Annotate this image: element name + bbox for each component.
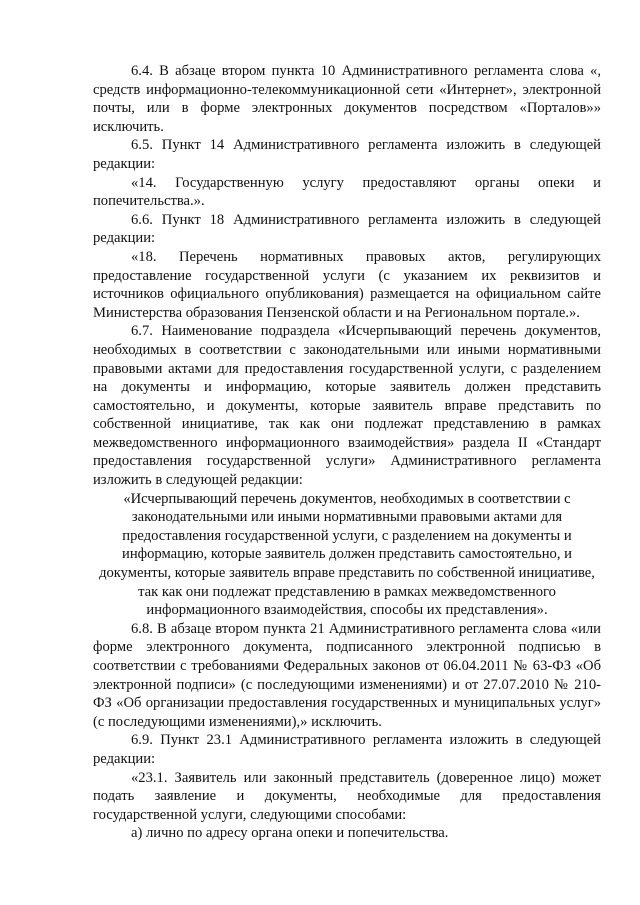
paragraph-6-9: 6.9. Пункт 23.1 Административного регламента изложить в следующей редакции: [93, 732, 601, 767]
paragraph-6-5: 6.5. Пункт 14 Административного регламента изложить в следующей редакции: [93, 137, 601, 172]
paragraph-point-23-1: «23.1. Заявитель или законный представитель (доверенное лицо) может подать заявление и документы, необходимые для предоставления государственной услуги, следующими способами: [93, 769, 601, 823]
paragraph-6-7: 6.7. Наименование подраздела «Исчерпывающий перечень документов, необходимых в соответствии с законодательными или иными нормативными правовыми актами для предоставления государственной услуги, с разделением на документы и информацию, которые заявитель должен представить самостоятельно, и документы, которые заявитель вправе представить по собственной инициативе, так как они подлежат представлению в рамках межведомственного информационного взаимодействия» раздела II «Стандарт предоставления государственной услуги» Административного регламента изложить в следующей редакции: [93, 323, 601, 489]
paragraph-6-4: 6.4. В абзаце втором пункта 10 Административного регламента слова «, средств информационно-телекоммуникационной сети «Интернет», электронной почты, или в форме электронных документов посредством «Порталов»» исключить. [93, 63, 601, 135]
paragraph-point-18: «18. Перечень нормативных правовых актов, регулирующих предоставление государственной услуги (с указанием их реквизитов и источников официального опубликования) размещается на официальном сайте Министерства образования Пензенской области и на Региональном портале.». [93, 248, 601, 321]
paragraph-6-6: 6.6. Пункт 18 Административного регламента изложить в следующей редакции: [93, 211, 601, 247]
paragraph-item-a: а) лично по адресу органа опеки и попечительства. [131, 825, 449, 842]
paragraph-point-14: «14. Государственную услугу предоставляют органы опеки и попечительства.». [93, 174, 601, 210]
quoted-subsection-title: «Исчерпывающий перечень документов, необходимых в соответствии с законодательными или иными нормативными правовыми актами для предоставления государственной услуги, с разделением на документы и информацию, которые заявитель должен представить самостоятельно, и документы, которые заявитель вправе представить по собственной инициативе, так как они подлежат представлению в рамках межведомственного информационного взаимодействия, способы их представления». [99, 490, 595, 619]
paragraph-6-8: 6.8. В абзаце втором пункта 21 Административного регламента слова «или форме электронного документа, подписанного электронной подписью в соответствии с требованиями Федеральных законов от 06.04.2011 № 63-ФЗ «Об электронной подписи» (с последующими изменениями) и от 27.07.2010 № 210-ФЗ «Об организации предоставления государственных и муниципальных услуг» (с последующими изменениями),» исключить. [93, 620, 601, 730]
document-page [93, 62, 601, 843]
